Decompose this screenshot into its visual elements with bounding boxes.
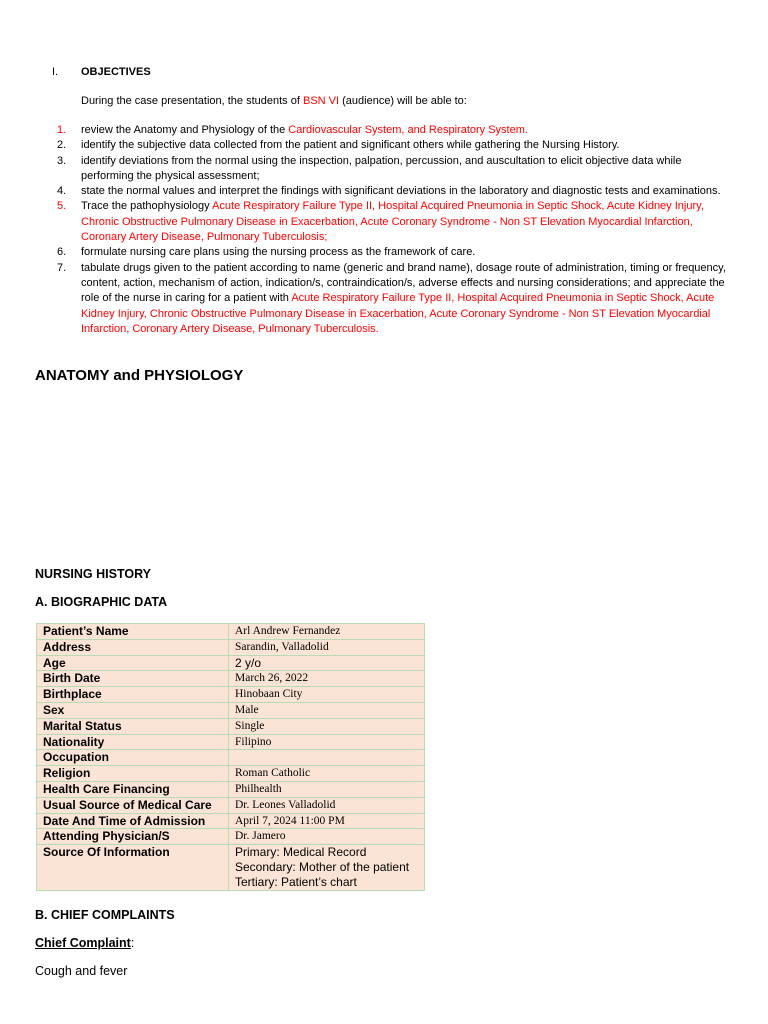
nursing-history-heading: NURSING HISTORY xyxy=(35,567,151,581)
field-label: Address xyxy=(37,639,229,655)
intro-highlight: BSN VI xyxy=(302,95,340,107)
field-label: Source Of Information xyxy=(37,845,229,890)
source-values xyxy=(229,845,425,890)
field-value: April 7, 2024 11:00 PM xyxy=(229,813,425,829)
intro-before: During the case presentation, the students of xyxy=(81,95,303,107)
chief-complaint-label xyxy=(35,936,134,950)
objectives-heading: OBJECTIVES xyxy=(81,66,151,78)
objective-number: 3. xyxy=(57,154,67,167)
field-value xyxy=(229,750,425,766)
source-secondary: Secondary: Mother of the patient xyxy=(235,859,410,874)
field-label: Marital Status xyxy=(37,718,229,734)
field-label: Occupation xyxy=(37,750,229,766)
biographic-table xyxy=(36,623,425,891)
field-value: Arl Andrew Fernandez xyxy=(229,624,425,640)
table-row xyxy=(37,671,425,687)
table-row xyxy=(37,750,425,766)
field-label: Usual Source of Medical Care xyxy=(37,797,229,813)
chief-complaints-heading: B. CHIEF COMPLAINTS xyxy=(35,908,175,922)
field-label: Attending Physician/S xyxy=(37,829,229,845)
objective-item xyxy=(48,154,734,185)
objective-item xyxy=(48,199,734,245)
objective-item xyxy=(48,261,734,337)
chief-complaint-colon: : xyxy=(130,936,135,950)
objective-text: identify the subjective data collected from the patient and significant others while gathering the Nursing History. xyxy=(81,139,620,152)
field-value: Dr. Leones Valladolid xyxy=(229,797,425,813)
table-row xyxy=(37,797,425,813)
table-row xyxy=(37,781,425,797)
table-row xyxy=(37,702,425,718)
table-row xyxy=(37,845,425,890)
anatomy-heading: ANATOMY and PHYSIOLOGY xyxy=(35,367,244,384)
section-number: I. xyxy=(52,66,59,78)
field-label: Sex xyxy=(37,702,229,718)
objective-number: 5. xyxy=(57,200,67,213)
table-row xyxy=(37,624,425,640)
field-label: Birthplace xyxy=(37,687,229,703)
field-label: Age xyxy=(37,655,229,671)
field-label: Date And Time of Admission xyxy=(37,813,229,829)
table-row xyxy=(37,718,425,734)
field-value: 2 y/o xyxy=(229,655,425,671)
objective-highlight: Acute Respiratory Failure Type II, Hospital Acquired Pneumonia in Septic Shock, Acute Kidney Injury, Chronic Obstructive Pulmonary Disease in Exacerbation, Acute Coronary Syndrome - Non ST Elevation Myocardial Infarction, Coronary Artery Disease, Pulmonary Tuberculosis; xyxy=(81,200,704,244)
table-row xyxy=(37,829,425,845)
field-value: Dr. Jamero xyxy=(229,829,425,845)
objectives-list xyxy=(48,123,734,337)
intro-after: (audience) will be able to: xyxy=(339,95,467,107)
chief-complaint-text: Cough and fever xyxy=(35,964,128,978)
objective-highlight: Acute Respiratory Failure Type II, Hospital Acquired Pneumonia in Septic Shock, Acute Kidney Injury, Chronic Obstructive Pulmonary Disease in Exacerbation, Acute Coronary Syndrome - Non ST Elevation Myocardial Infarction, Coronary Artery Disease, Pulmonary Tuberculosis. xyxy=(81,292,715,335)
objective-highlight: Cardiovascular System, and Respiratory System. xyxy=(288,124,528,136)
field-value: Single xyxy=(229,718,425,734)
objective-number: 6. xyxy=(57,246,67,259)
objective-item xyxy=(48,184,734,199)
source-tertiary: Tertiary: Patient’s chart xyxy=(235,874,357,889)
field-value: Philhealth xyxy=(229,781,425,797)
table-row xyxy=(37,734,425,750)
table-row xyxy=(37,687,425,703)
field-label: Patient’s Name xyxy=(37,624,229,640)
objective-text: identify deviations from the normal using the inspection, palpation, percussion, and auscultation to elicit objective data while performing the physical assessment; xyxy=(81,154,682,182)
objective-text: Trace the pathophysiology xyxy=(81,200,213,213)
field-label: Health Care Financing xyxy=(37,781,229,797)
field-value: Hinobaan City xyxy=(229,687,425,703)
objective-number: 2. xyxy=(57,139,67,152)
field-value: Filipino xyxy=(229,734,425,750)
chief-complaint-title: Chief Complaint xyxy=(35,936,131,950)
field-value: March 26, 2022 xyxy=(229,671,425,687)
objectives-intro xyxy=(81,95,731,107)
objective-number: 7. xyxy=(57,261,67,274)
table-row xyxy=(37,766,425,782)
source-primary: Primary: Medical Record xyxy=(235,845,367,860)
field-label: Religion xyxy=(37,766,229,782)
objective-text: review the Anatomy and Physiology of the xyxy=(81,124,289,136)
biographic-heading: A. BIOGRAPHIC DATA xyxy=(35,595,168,609)
table-row xyxy=(37,813,425,829)
field-value: Sarandin, Valladolid xyxy=(229,639,425,655)
table-row xyxy=(37,655,425,671)
objective-item xyxy=(48,138,734,153)
objective-number: 4. xyxy=(57,185,67,198)
objective-text: formulate nursing care plans using the nursing process as the framework of care. xyxy=(81,246,476,259)
objective-text: state the normal values and interpret the findings with significant deviations in the laboratory and diagnostic tests and examinations. xyxy=(81,185,721,198)
field-label: Nationality xyxy=(37,734,229,750)
field-value: Male xyxy=(229,702,425,718)
objective-item xyxy=(48,123,734,138)
objective-text: tabulate drugs given to the patient according to name (generic and brand name), dosage route of administration, timing or frequency, content, action, mechanism of action, indication/s, contraindication/s, adverse effects and nursing considerations; and appreciate the role of the nurse in caring for a patient with xyxy=(81,261,726,305)
field-label: Birth Date xyxy=(37,671,229,687)
objective-number: 1. xyxy=(57,124,67,136)
table-row xyxy=(37,639,425,655)
objective-item xyxy=(48,245,734,260)
field-value: Roman Catholic xyxy=(229,766,425,782)
